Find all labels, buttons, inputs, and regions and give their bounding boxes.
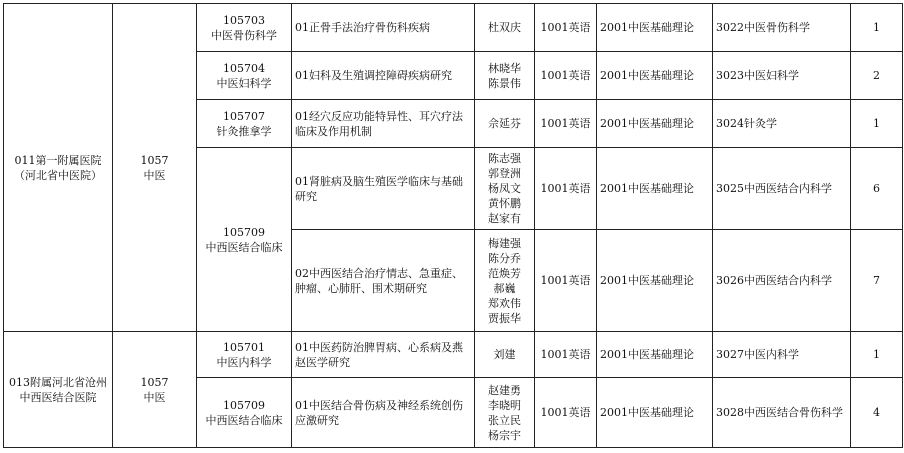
- supervisor-cell: 佘延芬: [475, 100, 535, 148]
- discipline-cell: 1057 中医: [113, 332, 197, 448]
- research-direction-cell: 02中西医结合治疗情志、急重症、肿瘤、心肺肝、围术期研究: [292, 230, 475, 332]
- admissions-table: [3, 3, 903, 448]
- quota-cell: 6: [851, 148, 903, 230]
- basic-course-cell: 2001中医基础理论: [597, 4, 713, 52]
- major-cell: 105709 中西医结合临床: [197, 148, 292, 332]
- professional-course-cell: 3023中医妇科学: [713, 52, 851, 100]
- foreign-language-cell: 1001英语: [535, 230, 597, 332]
- quota-cell: 4: [851, 378, 903, 448]
- basic-course-cell: 2001中医基础理论: [597, 378, 713, 448]
- major-cell: 105709 中西医结合临床: [197, 378, 292, 448]
- research-direction-cell: 01肾脏病及脑生殖医学临床与基础研究: [292, 148, 475, 230]
- basic-course-cell: 2001中医基础理论: [597, 52, 713, 100]
- basic-course-cell: 2001中医基础理论: [597, 230, 713, 332]
- professional-course-cell: 3026中西医结合内科学: [713, 230, 851, 332]
- basic-course-cell: 2001中医基础理论: [597, 100, 713, 148]
- institution-cell: 013附属河北省沧州 中西医结合医院: [4, 332, 113, 448]
- research-direction-cell: 01妇科及生殖调控障碍疾病研究: [292, 52, 475, 100]
- supervisor-cell: 陈志强 郭登洲 杨凤文 黄怀鹏 赵家有: [475, 148, 535, 230]
- major-cell: 105707 针灸推拿学: [197, 100, 292, 148]
- basic-course-cell: 2001中医基础理论: [597, 332, 713, 378]
- foreign-language-cell: 1001英语: [535, 100, 597, 148]
- discipline-cell: 1057 中医: [113, 4, 197, 332]
- quota-cell: 7: [851, 230, 903, 332]
- institution-cell: 011第一附属医院 （河北省中医院）: [4, 4, 113, 332]
- research-direction-cell: 01中医药防治脾胃病、心系病及燕赵医学研究: [292, 332, 475, 378]
- supervisor-cell: 刘建: [475, 332, 535, 378]
- professional-course-cell: 3027中医内科学: [713, 332, 851, 378]
- major-cell: 105703 中医骨伤科学: [197, 4, 292, 52]
- major-cell: 105704 中医妇科学: [197, 52, 292, 100]
- research-direction-cell: 01正骨手法治疗骨伤科疾病: [292, 4, 475, 52]
- foreign-language-cell: 1001英语: [535, 4, 597, 52]
- supervisor-cell: 杜双庆: [475, 4, 535, 52]
- major-cell: 105701 中医内科学: [197, 332, 292, 378]
- professional-course-cell: 3025中西医结合内科学: [713, 148, 851, 230]
- supervisor-cell: 梅建强 陈分乔 范焕芳 郝巍 郑欢伟 贾振华: [475, 230, 535, 332]
- foreign-language-cell: 1001英语: [535, 52, 597, 100]
- professional-course-cell: 3024针灸学: [713, 100, 851, 148]
- basic-course-cell: 2001中医基础理论: [597, 148, 713, 230]
- foreign-language-cell: 1001英语: [535, 148, 597, 230]
- quota-cell: 1: [851, 332, 903, 378]
- supervisor-cell: 林晓华 陈景伟: [475, 52, 535, 100]
- professional-course-cell: 3022中医骨伤科学: [713, 4, 851, 52]
- research-direction-cell: 01中医结合骨伤病及神经系统创伤应激研究: [292, 378, 475, 448]
- quota-cell: 1: [851, 100, 903, 148]
- supervisor-cell: 赵建勇 李晓明 张立民 杨宗宇: [475, 378, 535, 448]
- foreign-language-cell: 1001英语: [535, 378, 597, 448]
- foreign-language-cell: 1001英语: [535, 332, 597, 378]
- table-row: [4, 332, 903, 378]
- research-direction-cell: 01经穴反应功能特异性、耳穴疗法临床及作用机制: [292, 100, 475, 148]
- quota-cell: 2: [851, 52, 903, 100]
- professional-course-cell: 3028中西医结合骨伤科学: [713, 378, 851, 448]
- quota-cell: 1: [851, 4, 903, 52]
- table-row: [4, 4, 903, 52]
